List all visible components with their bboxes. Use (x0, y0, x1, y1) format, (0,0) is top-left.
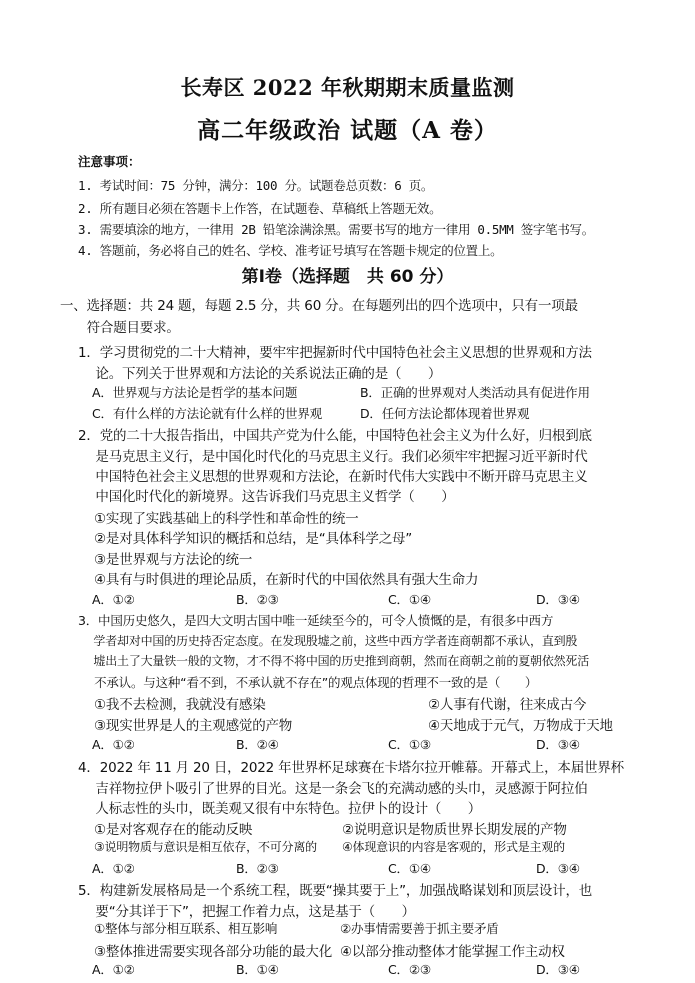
exam-title: 长寿区 2022 年秋期期末质量监测 (180, 75, 515, 100)
question-3-item: ④天地成于元气，万物成于天地 (428, 717, 613, 734)
question-5-item: ①整体与部分相互联系、相互影响 (94, 921, 278, 937)
question-4-option-c: C．①④ (388, 860, 431, 876)
question-2-stem: 是马克思主义行，是中国化时代化的马克思主义行。我们必须牢牢把握习近平新时代 (78, 448, 588, 465)
question-2-item: ①实现了实践基础上的科学性和革命性的统一 (94, 510, 359, 527)
question-5-stem: 要“分其详于下”，把握工作着力点，这是基于（ ） (78, 903, 415, 920)
note-item: 3. 需要填涂的地方，一律用 2B 铅笔涂满涂黑。需要书写的地方一律用 0.5MM 签字笔书写。 (78, 222, 594, 237)
note-item: 1. 考试时间：75 分钟，满分：100 分。试题卷总页数：6 页。 (78, 178, 434, 193)
question-1-option-c: C．有什么样的方法论就有什么样的世界观 (92, 405, 322, 421)
question-4-stem: 吉祥物拉伊卜吸引了世界的目光。这是一条会飞的充满动感的头巾，灵感源于阿拉伯 (78, 780, 588, 797)
question-3-item: ①我不去检测，我就没有感染 (94, 697, 266, 714)
question-4-stem: 4．2022 年 11 月 20 日，2022 年世界杯足球赛在卡塔尔拉开帷幕。开幕式上，本届世界杯 (78, 760, 624, 777)
question-3-item: ②人事有代谢，往来成古今 (428, 697, 587, 714)
question-5-stem: 5．构建新发展格局是一个系统工程，既要“操其要于上”，加强战略谋划和顶层设计，也 (78, 883, 593, 900)
exam-subtitle: 高二年级政治 试题（A 卷） (197, 117, 498, 144)
question-5-option-a: A．①② (92, 962, 135, 978)
question-2-stem: 中国化时代化的新境界。这告诉我们马克思主义哲学（ ） (78, 489, 455, 506)
question-3-stem: 墟出土了大量铁一般的文物，才不得不将中国的历史推到商朝，然而在商朝之前的夏朝依然死活 (78, 654, 590, 669)
question-2-option-a: A．①② (92, 591, 135, 607)
question-2-stem: 2．党的二十大报告指出，中国共产党为什么能，中国特色社会主义为什么好，归根到底 (78, 428, 592, 445)
question-2-item: ③是世界观与方法论的统一 (94, 551, 253, 568)
question-4-option-b: B．②③ (236, 860, 279, 876)
note-item: 4. 答题前，务必将自己的姓名、学校、准考证号填写在答题卡规定的位置上。 (78, 243, 503, 258)
question-5-option-b: B．①④ (236, 962, 279, 978)
section-title: 第Ⅰ卷（选择题 共 60 分） (241, 267, 454, 287)
question-2-item: ②是对具体科学知识的概括和总结，是“具体科学之母” (94, 531, 413, 548)
question-2-option-c: C．①④ (388, 591, 431, 607)
question-4-stem: 人标志性的头巾，既美观又很有中东特色。拉伊卜的设计（ ） (78, 801, 482, 818)
section-instruction: 符合题目要求。 (60, 320, 180, 336)
question-2-stem: 中国特色社会主义思想的世界观和方法论，在新时代伟大实践中不断开辟马克思主义 (78, 468, 588, 485)
question-5-item: ②办事情需要善于抓主要矛盾 (340, 921, 499, 937)
question-4-item: ①是对客观存在的能动反映 (94, 821, 253, 838)
question-1-option-b: B．正确的世界观对人类活动具有促进作用 (360, 385, 590, 401)
question-3-option-d: D．③④ (536, 736, 580, 752)
question-4-item: ③说明物质与意识是相互依存，不可分离的 (94, 840, 317, 855)
question-5-item: ④以部分推动整体才能掌握工作主动权 (340, 943, 565, 960)
question-2-item: ④具有与时俱进的理论品质，在新时代的中国依然具有强大生命力 (94, 572, 479, 589)
section-instruction: 一、选择题：共 24 题，每题 2.5 分，共 60 分。在每题列出的四个选项中，只有一项最 (60, 298, 578, 314)
question-3-stem: 学者却对中国的历史持否定态度。在发现殷墟之前，这些中西方学者连商朝都不承认，直到殷 (78, 633, 578, 648)
notes-heading: 注意事项： (78, 154, 141, 169)
question-4-option-d: D．③④ (536, 860, 580, 876)
question-2-option-b: B．②③ (236, 591, 279, 607)
question-1-option-a: A．世界观与方法论是哲学的基本问题 (92, 385, 298, 401)
question-2-option-d: D．③④ (536, 591, 580, 607)
question-5-item: ③整体推进需要实现各部分功能的最大化 (94, 943, 333, 960)
question-3-stem: 3．中国历史悠久，是四大文明古国中唯一延续至今的，可令人愤慨的是，有很多中西方 (78, 613, 554, 629)
question-4-item: ②说明意识是物质世界长期发展的产物 (342, 821, 567, 838)
question-3-stem: 不承认。与这种“看不到，不承认就不存在”的观点体现的哲理不一致的是（ ） (78, 674, 538, 690)
question-4-option-a: A．①② (92, 860, 135, 876)
note-item: 2. 所有题目必须在答题卡上作答，在试题卷、草稿纸上答题无效。 (78, 201, 442, 216)
question-5-option-d: D．③④ (536, 962, 580, 978)
question-4-item: ④体现意识的内容是客观的，形式是主观的 (342, 840, 565, 855)
question-1-option-d: D．任何方法论都体现着世界观 (360, 405, 530, 421)
question-3-option-c: C．①③ (388, 736, 431, 752)
question-3-option-b: B．②④ (236, 736, 279, 752)
question-1-stem: 1．学习贯彻党的二十大精神，要牢牢把握新时代中国特色社会主义思想的世界观和方法 (78, 345, 592, 362)
question-3-option-a: A．①② (92, 736, 135, 752)
question-5-option-c: C．②③ (388, 962, 431, 978)
question-3-item: ③现实世界是人的主观感觉的产物 (94, 717, 293, 734)
question-1-stem: 论。下列关于世界观和方法论的关系说法正确的是（ ） (78, 365, 442, 382)
